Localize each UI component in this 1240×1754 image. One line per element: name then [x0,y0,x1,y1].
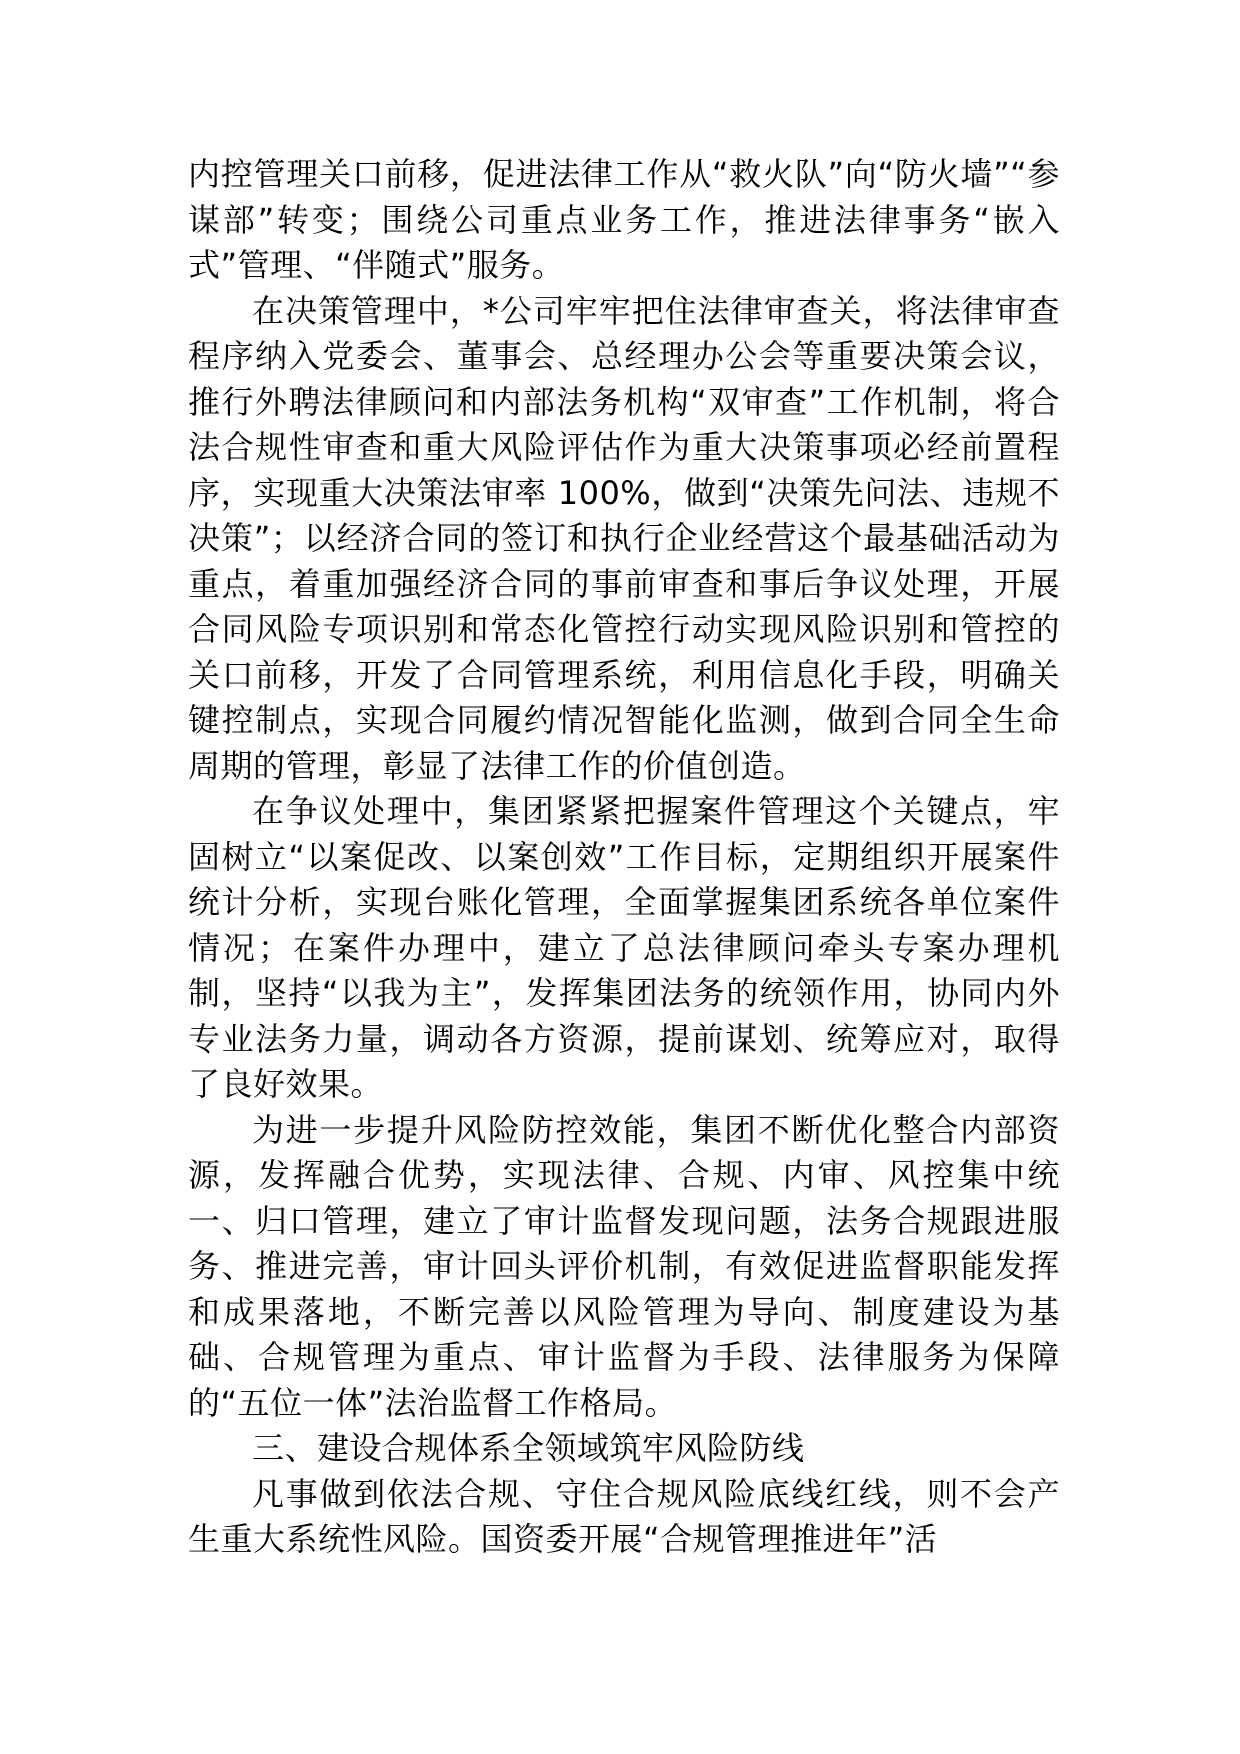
document-body [188,152,1060,1563]
paragraph-continuation: 内控管理关口前移，促进法律工作从“救火队”向“防火墙”“参谋部”转变；围绕公司重点业务工作，推进法律事务“嵌入式”管理、“伴随式”服务。 [188,155,1060,284]
paragraph-risk-prevention: 为进一步提升风险防控效能，集团不断优化整合内部资源，发挥融合优势，实现法律、合规、内审、风控集中统一、归口管理，建立了审计监督发现问题，法务合规跟进服务、推进完善，审计回头评价机制，有效促进监督职能发挥和成果落地，不断完善以风险管理为导向、制度建设为基础、合规管理为重点、审计监督为手段、法律服务为保障的“五位一体”法治监督工作格局。 [188,1110,1060,1422]
paragraph-compliance: 凡事做到依法合规、守住合规风险底线红线，则不会产生重大系统性风险。国资委开展“合规管理推进年”活 [188,1474,1060,1558]
paragraph-dispute-handling: 在争议处理中，集团紧紧把握案件管理这个关键点，牢固树立“以案促改、以案创效”工作目标，定期组织开展案件统计分析，实现台账化管理，全面掌握集团系统各单位案件情况；在案件办理中，建立了总法律顾问牵头专案办理机制，坚持“以我为主”，发挥集团法务的统领作用，协同内外专业法务力量，调动各方资源，提前谋划、统筹应对，取得了良好效果。 [188,792,1060,1103]
paragraph-decision-management: 在决策管理中，*公司牢牢把住法律审查关，将法律审查程序纳入党委会、董事会、总经理办公会等重要决策会议，推行外聘法律顾问和内部法务机构“双审查”工作机制，将合法合规性审查和重大风险评估作为重大决策事项必经前置程序，实现重大决策法审率 100%，做到“决策先问法、违规不决策”；以经济合同的签订和执行企业经营这个最基础活动为重点，着重加强经济合同的事前审查和事后争议处理，开展合同风险专项识别和常态化管控行动实现风险识别和管控的关口前移，开发了合同管理系统，利用信息化手段，明确关键控制点，实现合同履约情况智能化监测，做到合同全生命周期的管理，彰显了法律工作的价值创造。 [188,291,1060,785]
section-heading: 三、建设合规体系全领域筑牢风险防线 [252,1429,805,1467]
